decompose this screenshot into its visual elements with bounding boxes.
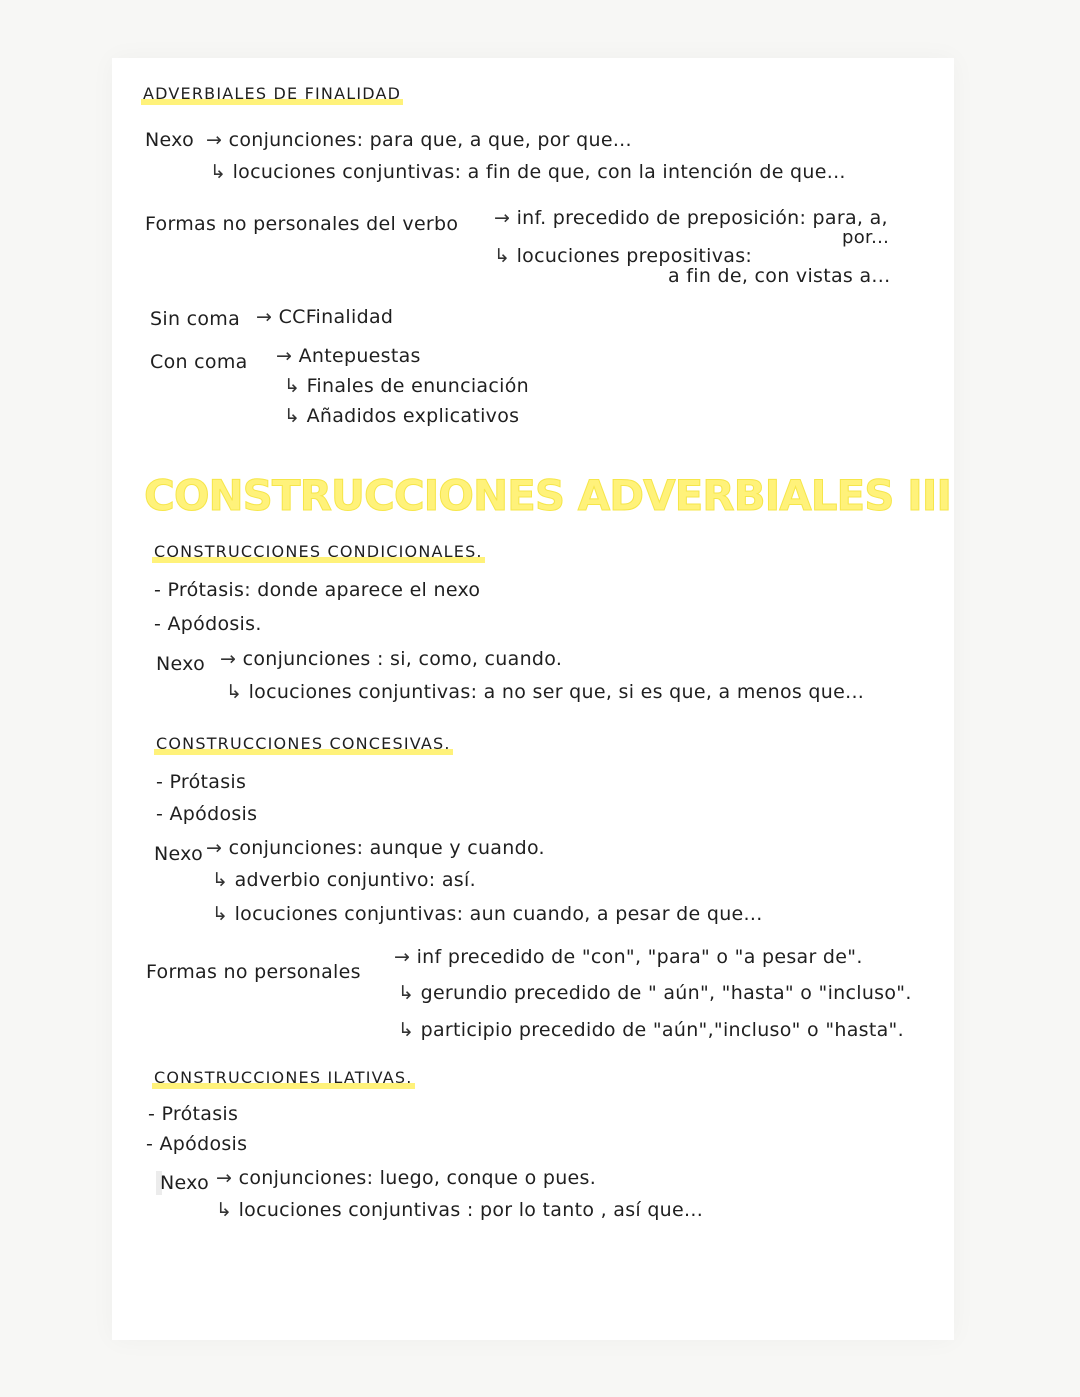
concesivas-protasis: - Prótasis: [156, 771, 247, 793]
condicionales-nexo-line-2: locuciones conjuntivas: a no ser que, si es que, a menos que...: [248, 681, 865, 703]
finalidad-formas-row-1: [494, 206, 888, 230]
branch-arrow-icon: ↳: [284, 375, 301, 397]
finalidad-nexo-label: Nexo: [145, 129, 195, 151]
finalidad-nexo-line-2: locuciones conjuntivas: a fin de que, con la intención de que...: [232, 161, 846, 183]
branch-arrow-icon: ↳: [212, 903, 229, 925]
finalidad-heading: ADVERBIALES DE FINALIDAD: [143, 84, 402, 103]
arrow-icon: →: [220, 648, 237, 670]
arrow-icon: →: [394, 946, 411, 968]
concesivas-formas-row-2: [398, 981, 912, 1005]
branch-arrow-icon: ↳: [216, 1199, 233, 1221]
con-coma-row-3: [284, 404, 519, 428]
branch-arrow-icon: ↳: [284, 405, 301, 427]
con-coma-1: Antepuestas: [298, 345, 421, 367]
finalidad-formas-label: Formas no personales del verbo: [145, 213, 459, 235]
branch-arrow-icon: ↳: [494, 245, 511, 267]
finalidad-formas-line-1b: por...: [842, 227, 890, 248]
ilativas-nexo-line-1: conjunciones: luego, conque o pues.: [238, 1167, 597, 1189]
condicionales-nexo-line-1: conjunciones : si, como, cuando.: [242, 648, 563, 670]
branch-arrow-icon: ↳: [398, 1019, 415, 1041]
sin-coma-value: CCFinalidad: [278, 306, 394, 328]
sin-coma-label: Sin coma: [150, 308, 241, 330]
branch-arrow-icon: ↳: [226, 681, 243, 703]
concesivas-formas-line-3: participio precedido de "aún","incluso" o "hasta".: [420, 1019, 904, 1041]
concesivas-nexo-line-3: locuciones conjuntivas: aun cuando, a pesar de que...: [234, 903, 763, 925]
concesivas-heading: CONSTRUCCIONES CONCESIVAS.: [156, 734, 451, 753]
condicionales-nexo-row-2: [226, 680, 864, 704]
con-coma-3: Añadidos explicativos: [306, 405, 520, 427]
concesivas-nexo-row-3: [212, 902, 763, 926]
condicionales-nexo-row-1: [220, 647, 562, 671]
con-coma-row-1: [276, 344, 421, 368]
condicionales-apodosis: - Apódosis.: [154, 613, 262, 635]
concesivas-nexo-row-2: [212, 868, 476, 892]
concesivas-nexo-line-1: conjunciones: aunque y cuando.: [228, 837, 545, 859]
finalidad-nexo-row-2: [210, 160, 846, 184]
sin-coma-row: [256, 305, 393, 329]
ilativas-nexo-line-2: locuciones conjuntivas : por lo tanto , así que...: [238, 1199, 704, 1221]
ilativas-heading: CONSTRUCCIONES ILATIVAS.: [154, 1068, 413, 1087]
con-coma-label: Con coma: [150, 351, 248, 373]
ilativas-nexo-label: Nexo: [156, 1171, 209, 1195]
ilativas-nexo-row-1: [216, 1166, 596, 1190]
concesivas-formas-row-3: [398, 1018, 904, 1042]
ilativas-nexo-row-2: [216, 1198, 703, 1222]
condicionales-protasis: - Prótasis: donde aparece el nexo: [154, 579, 481, 601]
concesivas-formas-label: Formas no personales: [146, 961, 361, 983]
arrow-icon: →: [494, 207, 511, 229]
condicionales-heading: CONSTRUCCIONES CONDICIONALES.: [154, 542, 483, 561]
finalidad-formas-line-2: locuciones prepositivas:: [516, 245, 753, 267]
arrow-icon: →: [276, 345, 293, 367]
branch-arrow-icon: ↳: [398, 982, 415, 1004]
con-coma-row-2: [284, 374, 529, 398]
condicionales-nexo-label: Nexo: [156, 653, 206, 675]
main-title: CONSTRUCCIONES ADVERBIALES III: [144, 471, 951, 520]
arrow-icon: →: [216, 1167, 233, 1189]
branch-arrow-icon: ↳: [210, 161, 227, 183]
concesivas-formas-row-1: [394, 945, 863, 969]
finalidad-formas-line-1: inf. precedido de preposición: para, a,: [516, 207, 888, 229]
concesivas-formas-line-1: inf precedido de "con", "para" o "a pesar de".: [416, 946, 863, 968]
ilativas-protasis: - Prótasis: [148, 1103, 239, 1125]
concesivas-apodosis: - Apódosis: [156, 803, 258, 825]
concesivas-nexo-label: Nexo: [154, 843, 204, 865]
concesivas-nexo-line-2: adverbio conjuntivo: así.: [234, 869, 476, 891]
finalidad-nexo-row-1: [206, 128, 632, 152]
arrow-icon: →: [256, 306, 273, 328]
ilativas-apodosis: - Apódosis: [146, 1133, 248, 1155]
concesivas-formas-line-2: gerundio precedido de " aún", "hasta" o "incluso".: [420, 982, 912, 1004]
concesivas-nexo-row-1: [206, 836, 545, 860]
con-coma-2: Finales de enunciación: [306, 375, 529, 397]
finalidad-nexo-line-1: conjunciones: para que, a que, por que...: [228, 129, 632, 151]
finalidad-formas-line-2b: a fin de, con vistas a...: [668, 265, 891, 287]
arrow-icon: →: [206, 129, 223, 151]
branch-arrow-icon: ↳: [212, 869, 229, 891]
arrow-icon: →: [206, 837, 223, 859]
